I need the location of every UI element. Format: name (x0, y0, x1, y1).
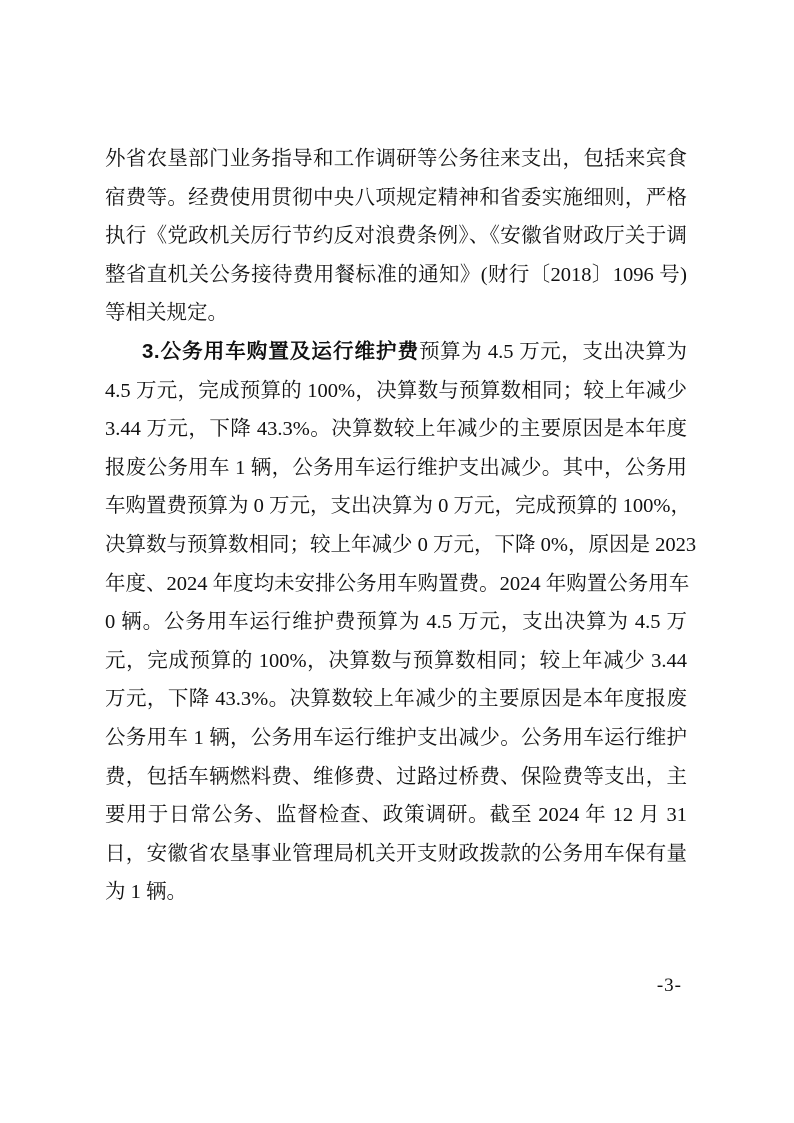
text-line: 报废公务用车 1 辆，公务用车运行维护支出减少。其中，公务用 (105, 456, 687, 479)
text-line: 要用于日常公务、监督检查、政策调研。截至 2024 年 12 月 31 (105, 804, 687, 827)
text-line: 车购置费预算为 0 万元，支出决算为 0 万元，完成预算的 100%， (105, 495, 691, 518)
text-line: 0 辆。公务用车运行维护费预算为 4.5 万元，支出决算为 4.5 万 (105, 611, 687, 634)
text-line: 元，完成预算的 100%，决算数与预算数相同；较上年减少 3.44 (105, 649, 687, 672)
paragraph2-first-line (105, 333, 687, 372)
text-line: 费，包括车辆燃料费、维修费、过路过桥费、保险费等支出，主 (105, 765, 687, 788)
paragraph1-last-line: 等相关规定。 (105, 302, 228, 325)
text-line: 公务用车 1 辆，公务用车运行维护支出减少。公务用车运行维护 (105, 726, 687, 749)
text-line: 整省直机关公务接待费用餐标准的通知》(财行〔2018〕1096 号) (105, 263, 687, 286)
section-heading: 3.公务用车购置及运行维护费 (142, 339, 420, 363)
text-line: 年度、2024 年度均未安排公务用车购置费。2024 年购置公务用车 (105, 572, 690, 595)
text-line: 4.5 万元，完成预算的 100%，决算数与预算数相同；较上年减少 (105, 379, 687, 402)
page-number: -3- (656, 975, 682, 996)
text-line: 日，安徽省农垦事业管理局机关开支财政拨款的公务用车保有量 (105, 842, 687, 865)
paragraph2-last-line: 为 1 辆。 (105, 881, 187, 904)
text-line: 万元，下降 43.3%。决算数较上年减少的主要原因是本年度报废 (105, 688, 687, 711)
document-body (105, 140, 697, 912)
text-line: 决算数与预算数相同；较上年减少 0 万元，下降 0%，原因是 2023 (105, 533, 697, 556)
text-line: 宿费等。经费使用贯彻中央八项规定精神和省委实施细则，严格 (105, 186, 687, 209)
text-line: 执行《党政机关厉行节约反对浪费条例》、《安徽省财政厅关于调 (105, 225, 687, 248)
text-line: 外省农垦部门业务指导和工作调研等公务往来支出，包括来宾食 (105, 148, 687, 170)
text-line: 3.44 万元，下降 43.3%。决算数较上年减少的主要原因是本年度 (105, 418, 687, 441)
text-run: 预算为 4.5 万元，支出决算为 (419, 340, 687, 363)
